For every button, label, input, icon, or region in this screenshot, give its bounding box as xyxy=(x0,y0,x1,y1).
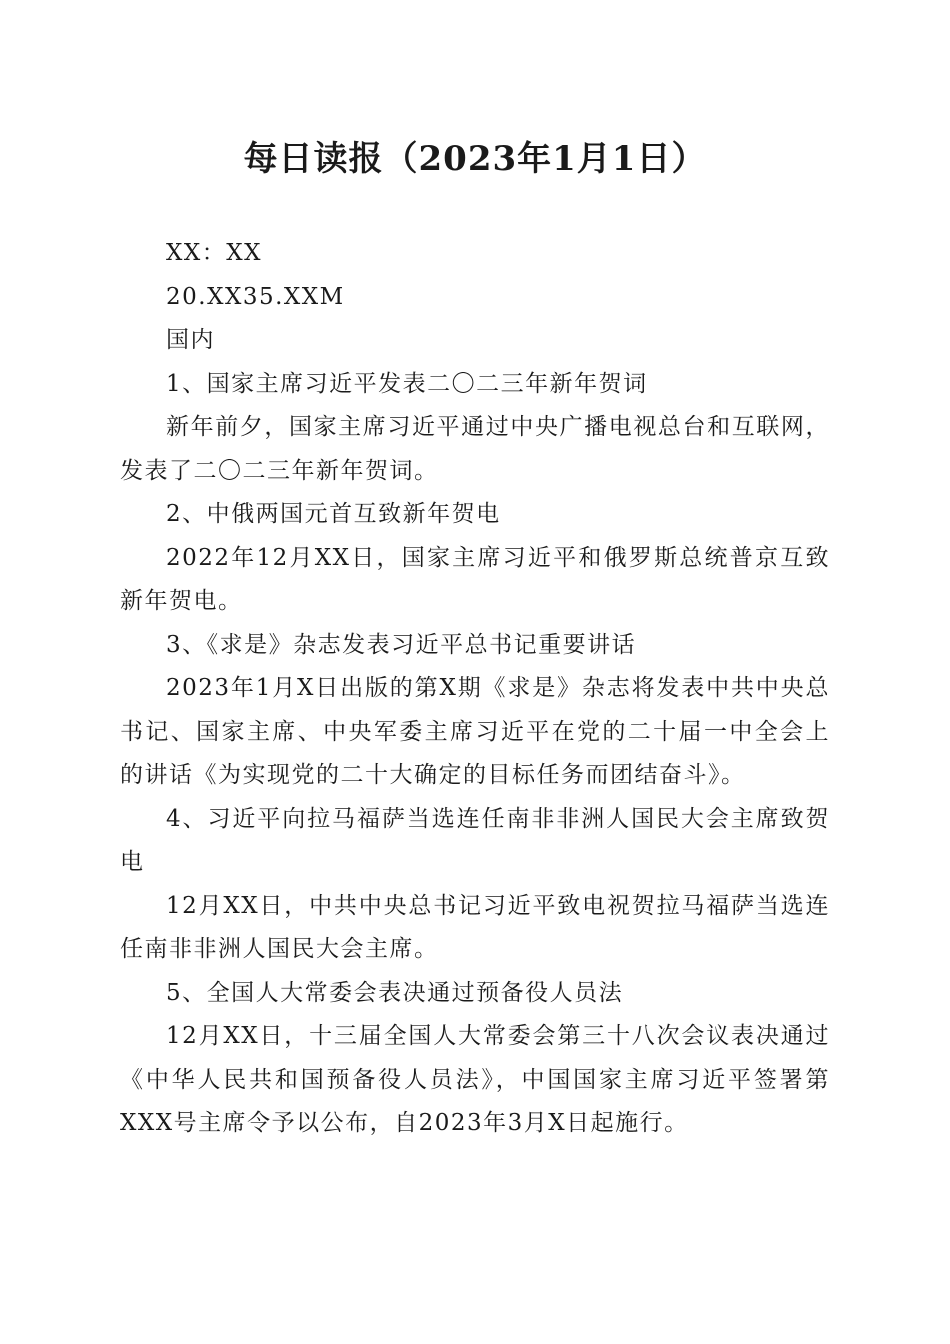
item-body-1: 新年前夕，国家主席习近平通过中央广播电视总台和互联网，发表了二〇二三年新年贺词。 xyxy=(120,414,830,484)
document-body xyxy=(120,232,830,1146)
item-body-4: 12月XX日，中共中央总书记习近平致电祝贺拉马福萨当选连任南非非洲人国民大会主席。 xyxy=(120,892,830,962)
document-title: 每日读报（2023年1月1日） xyxy=(243,139,707,179)
item-heading-2: 2、中俄两国元首互致新年贺电 xyxy=(166,501,501,527)
item-body-3: 2023年1月X日出版的第X期《求是》杂志将发表中共中央总书记、国家主席、中央军委主席习近平在党的二十届一中全会上的讲话《为实现党的二十大确定的目标任务而团结奋斗》。 xyxy=(120,675,830,788)
author-line: XX：XX xyxy=(166,240,262,266)
item-heading-4: 4、习近平向拉马福萨当选连任南非非洲人国民大会主席致贺电 xyxy=(120,805,830,875)
item-heading-1: 1、国家主席习近平发表二〇二三年新年贺词 xyxy=(166,370,648,397)
item-heading-5: 5、全国人大常委会表决通过预备役人员法 xyxy=(166,979,624,1006)
item-body-5: 12月XX日，十三届全国人大常委会第三十八次会议表决通过《中华人民共和国预备役人员法》，中国国家主席习近平签署第XXX号主席令予以公布，自2023年3月X日起施行。 xyxy=(120,1023,830,1136)
item-heading-3: 3、《求是》杂志发表习近平总书记重要讲话 xyxy=(166,631,637,658)
section-label: 国内 xyxy=(166,327,215,353)
item-body-2: 2022年12月XX日，国家主席习近平和俄罗斯总统普京互致新年贺电。 xyxy=(120,544,830,614)
code-line: 20.XX35.XXM xyxy=(166,283,345,310)
